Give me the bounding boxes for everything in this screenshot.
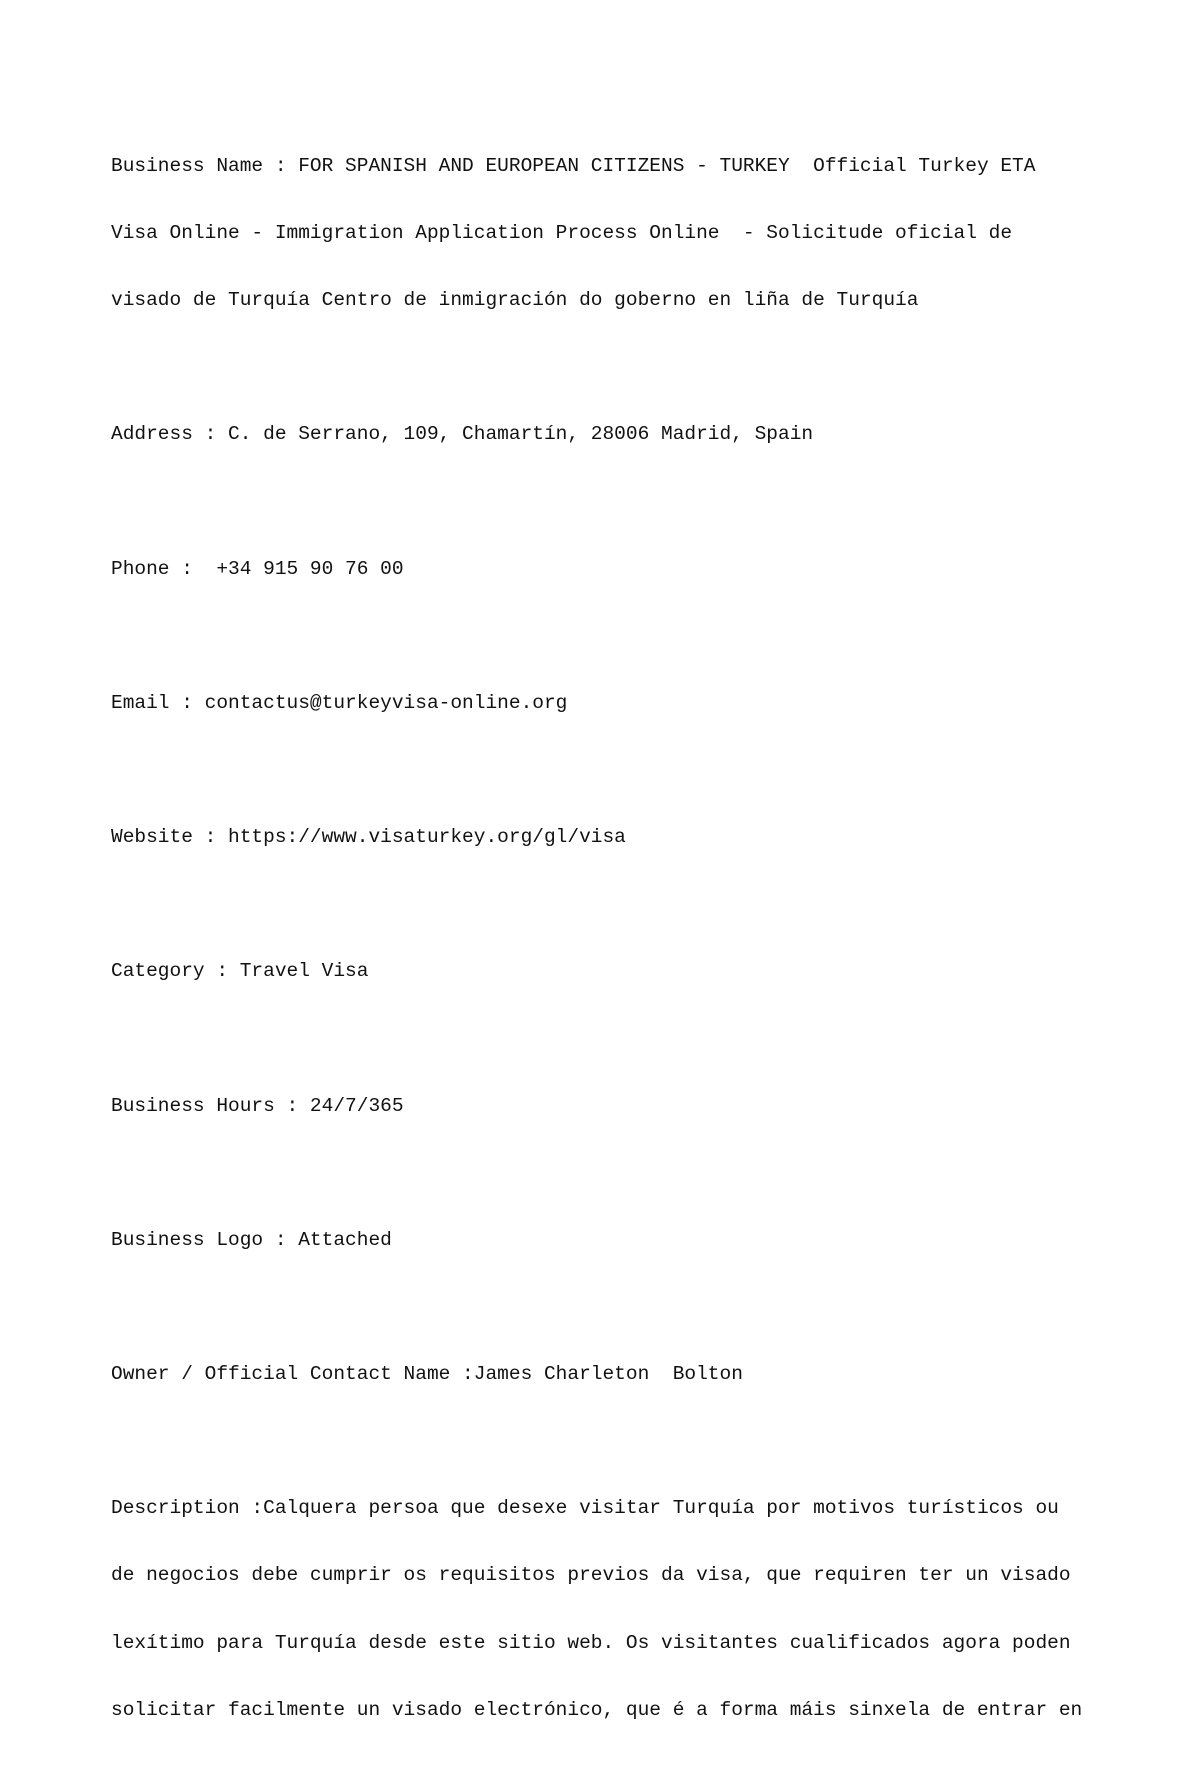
description-line-1: Description :Calquera persoa que desexe visitar Turquía por motivos turísticos ou [111,1497,1059,1520]
owner-line: Owner / Official Contact Name :James Charleton Bolton [111,1363,743,1385]
category-field [111,916,1191,1028]
description-line-3: lexítimo para Turquía desde este sitio web. Os visitantes cualificados agora poden [111,1631,1071,1654]
phone-field [111,513,1191,625]
email-field [111,647,1191,759]
business-name-field [111,110,1191,356]
business-name-line-3: visado de Turquía Centro de inmigración do goberno en liña de Turquía [111,289,919,312]
business-logo-field [111,1184,1191,1296]
business-hours-line: Business Hours : 24/7/365 [111,1094,404,1117]
phone-line: Phone : +34 915 90 76 00 [111,557,404,580]
website-field [111,781,1191,893]
address-line: Address : C. de Serrano, 109, Chamartín, 28006 Madrid, Spain [111,423,814,446]
description-line-4: solicitar facilmente un visado electrónico, que é a forma máis sinxela de entrar en [111,1698,1083,1721]
address-field [111,379,1191,491]
description-field [111,1452,1191,1766]
business-logo-line: Business Logo : Attached [111,1228,392,1251]
email-line: Email : contactus@turkeyvisa-online.org [111,691,568,714]
description-line-2: de negocios debe cumprir os requisitos previos da visa, que requiren ter un visado [111,1564,1071,1587]
document-body [111,110,1191,1788]
category-line: Category : Travel Visa [111,960,369,983]
website-line: Website : https://www.visaturkey.org/gl/visa [111,826,626,849]
owner-field [111,1318,1191,1430]
business-name-line-1: Business Name : FOR SPANISH AND EUROPEAN CITIZENS - TURKEY Official Turkey ETA [111,154,1036,177]
business-name-line-2: Visa Online - Immigration Application Process Online - Solicitude oficial de [111,222,1013,245]
business-hours-field [111,1050,1191,1162]
